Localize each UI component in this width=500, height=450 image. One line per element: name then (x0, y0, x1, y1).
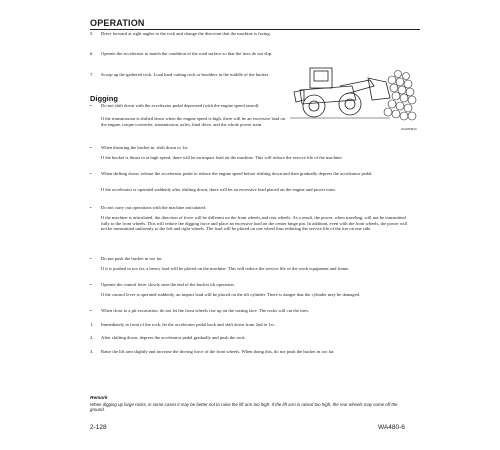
bullet-item (90, 103, 290, 109)
remark-title: Remark (90, 396, 108, 401)
bullet-item (90, 171, 410, 177)
step-1 (90, 322, 410, 328)
digging-heading: Digging (90, 94, 118, 103)
numbered-item-5 (90, 31, 290, 37)
bullet-paragraph: If the machine is articulated, the direction of force will be different on the front wheels and rear wheels. As a result, the power, when traveling, will not be transmitted fully to the front wheels. This will reduce the digging force and place an excessive load on the center hinge pin. In addition, even with the front wheels, the power will not be transmitted uniformly to the left and right wheels. The load will be placed on one wheel thus reducing the service life of the tire on one side. (101, 215, 408, 232)
bullet-text: When close to a pit excavation, do not let the front wheels rise up on the cutting face. The rocks will cut the tires. (101, 308, 310, 313)
bullet-mark: • (90, 308, 92, 313)
wheel-loader-illustration (290, 50, 420, 130)
bullet-text: Do not push the bucket in too far. (101, 256, 163, 261)
numbered-item-6 (90, 51, 290, 57)
bullet-item (90, 205, 410, 211)
section-header (90, 18, 420, 30)
header-rule (90, 29, 420, 30)
bullet-item (90, 308, 410, 314)
item-text: Operate the accelerator to match the condition of the road surface so that the tires do not slip. (101, 51, 273, 56)
bullet-mark: • (90, 103, 92, 108)
item-number: 5. (90, 31, 94, 36)
step-3 (90, 349, 410, 355)
numbered-item-7 (90, 72, 290, 78)
section-title: OPERATION (90, 18, 145, 28)
bullet-text: Operate the control lever slowly near the end of the bucket tilt operation. (101, 282, 235, 287)
item-text: Scoop up the gathered rock. Load hard cutting rock or boulders in the middle of the bucket. (101, 72, 270, 77)
model-number: WA480-6 (378, 424, 405, 431)
bullet-mark: • (90, 171, 92, 176)
bullet-item (90, 145, 410, 151)
step-text: Immediately in front of the rock, let the accelerator pedal back and shift down from 2nd to 1st. (101, 322, 275, 327)
bullet-mark: • (90, 145, 92, 150)
step-number: 2. (90, 335, 94, 340)
step-number: 1. (90, 322, 94, 327)
bullet-mark: • (90, 256, 92, 261)
item-text: Drive forward at right angles to the rock and change the direction that the machine is facing. (101, 31, 271, 36)
bullet-paragraph: If the bucket is thrust in at high speed, there will be an impact load on the machine. This will reduce the service life of the machine. (101, 155, 343, 160)
step-number: 3. (90, 349, 94, 354)
step-text: Raise the lift arm slightly and increase the driving force of the front wheels. When doing this, do not push the bucket in too far. (101, 349, 335, 354)
bullet-text: When shifting down, release the accelerator pedal to reduce the engine speed before shifting down and then gradually depress the accelerator pedal. (101, 171, 373, 176)
item-number: 7. (90, 72, 94, 77)
bullet-paragraph: If the transmission is shifted down when the engine speed is high, there will be an excessive load on the engine, torque converter, transmission, axles, final drive, and the whole power train. (101, 116, 286, 127)
bullet-paragraph: If the accelerator is operated suddenly after shifting down, there will be an excessive load placed on the engine and power train. (101, 187, 336, 192)
bullet-item (90, 282, 410, 288)
bullet-mark: • (90, 282, 92, 287)
page-number: 2-128 (90, 424, 107, 431)
bullet-mark: • (90, 205, 92, 210)
bullet-text: Do not shift down with the accelerator pedal depressed (with the engine speed raised). (101, 103, 260, 108)
bullet-text: When thrusting the bucket in, shift down to 1st. (101, 145, 189, 150)
illustration-code: WA480M3A (401, 127, 417, 131)
bullet-paragraph: If it is pushed in too far, a heavy load will be placed on the machine. This will reduce the service life of the work equipment and frame. (101, 266, 350, 271)
step-text: After shifting down, depress the accelerator pedal gradually and push the rock. (101, 335, 246, 340)
step-2 (90, 335, 410, 341)
bullet-paragraph: If the control lever is operated suddenly, an impact load will be placed on the tilt cylinder. There is danger that the cylinder may be damaged. (101, 292, 361, 297)
item-number: 6. (90, 51, 94, 56)
remark-text: When digging up large rocks, in some cases it may be better not to raise the lift arm too high. If the lift arm is raised too high, the rear wheels may come off the ground. (90, 402, 398, 413)
bullet-item (90, 256, 410, 262)
bullet-text: Do not carry out operations with the machine articulated. (101, 205, 206, 210)
